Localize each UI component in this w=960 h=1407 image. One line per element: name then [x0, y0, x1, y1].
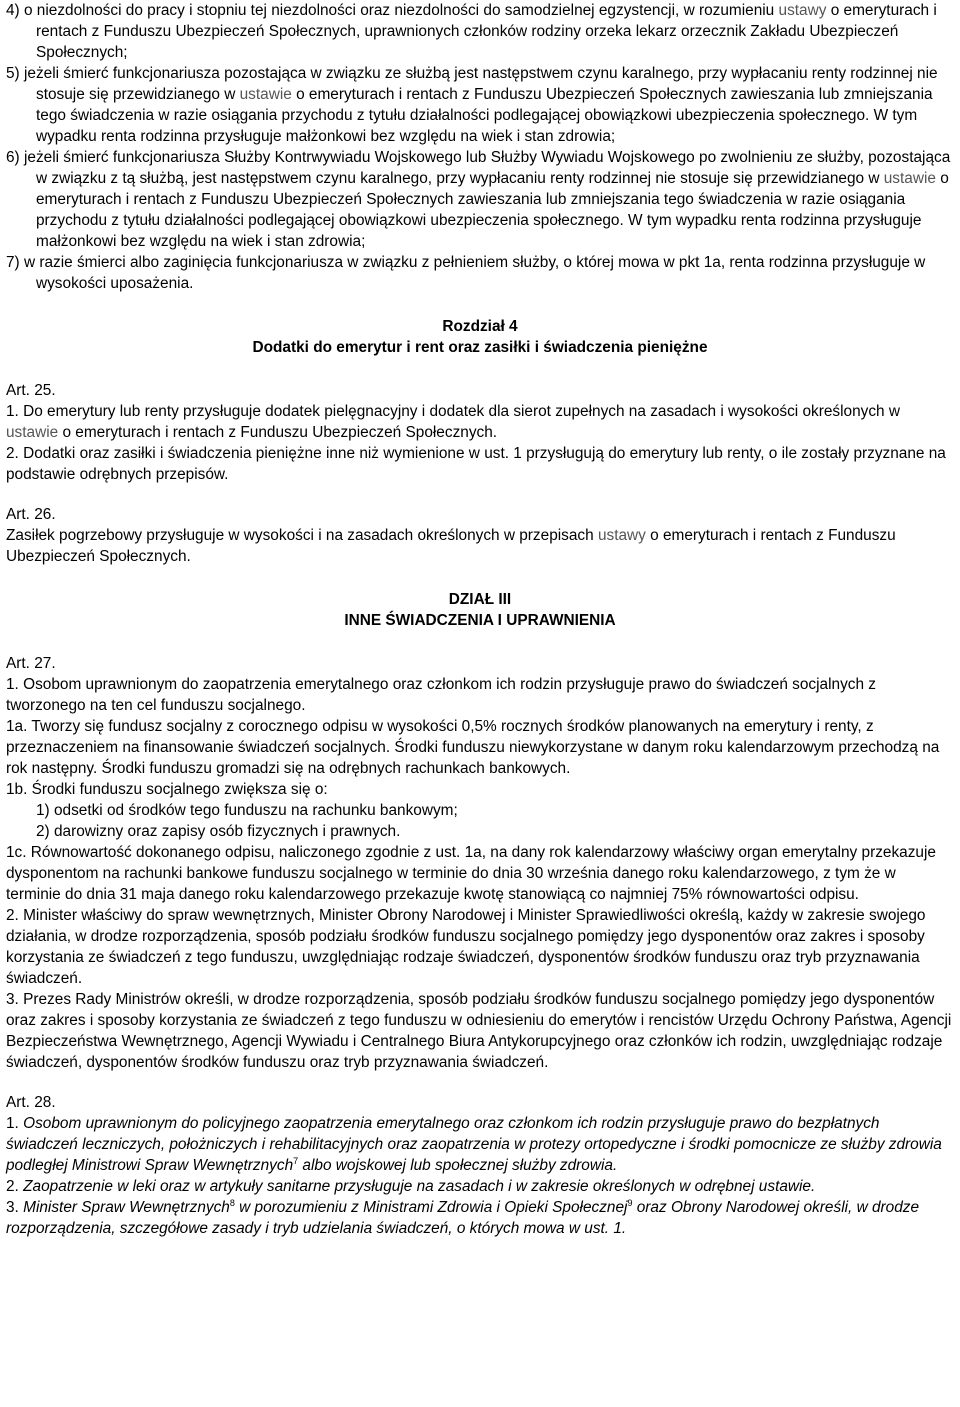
article-27-par-2: 2. Minister właściwy do spraw wewnętrznych, Minister Obrony Narodowej i Minister Sprawiedliwości określą, każdy w zakresie swojego działania, w drodze rozporządzenia, sposób podziału środków funduszu socjalnego pomiędzy jego dysponentów oraz zakres i sposoby korzystania ze świadczeń z tego funduszu, uwzględniając rodzaje świadczeń, dysponentów środków funduszu oraz tryb przyznawania świadczeń. — [6, 907, 926, 987]
article-27-par-1: 1. Osobom uprawnionym do zaopatrzenia emerytalnego oraz członkom ich rodzin przysługuje prawo do świadczeń socjalnych z tworzonego na ten cel funduszu socjalnego. — [6, 676, 877, 714]
article-27-par-1c: 1c. Równowartość dokonanego odpisu, naliczonego zgodnie z ust. 1a, na dany rok kalendarzowy właściwy organ emerytalny przekazuje dysponentom na rachunki bankowe funduszu socjalnego w terminie do dnia 30 września danego roku kalendarzowego, z tym że w terminie do dnia 31 maja danego roku kalendarzowego przekazuje kwotę stanowiącą co najmniej 75% równowartości odpisu. — [6, 844, 936, 903]
article-26-heading: Art. 26. — [6, 506, 56, 523]
article-25-heading: Art. 25. — [6, 382, 56, 399]
point-6 — [6, 147, 954, 252]
point-4 — [6, 0, 954, 63]
par-number: 1. — [6, 1115, 24, 1132]
article-27-par-1b-item-2: 2) darowizny oraz zapisy osób fizycznych i prawnych. — [36, 823, 401, 840]
footnote-ref-9[interactable]: 9 — [627, 1198, 633, 1208]
par-text-a: Osobom uprawnionym do policyjnego zaopatrzenia emerytalnego oraz członkom ich rodzin przysługuje prawo do bezpłatnych świadczeń leczniczych, położniczych i rehabilitacyjnych oraz zaopatrzenia w protezy ortopedyczne i środki pomocnicze ze służby zdrowia podległej Ministrowi Spraw Wewnętrznych — [6, 1115, 942, 1174]
par-text-a: 1. Do emerytury lub renty przysługuje dodatek pielęgnacyjny i dodatek dla sierot zupełnych na zasadach i wysokości określonych w — [6, 403, 900, 420]
par-number: 2. — [6, 1178, 24, 1195]
link-ustawy[interactable]: ustawy — [778, 2, 827, 19]
par-number: 3. — [6, 1199, 24, 1216]
footnote-ref-7[interactable]: 7 — [293, 1156, 299, 1166]
article-27-par-1b-item-1: 1) odsetki od środków tego funduszu na rachunku bankowym; — [36, 802, 458, 819]
article-28-heading: Art. 28. — [6, 1094, 56, 1111]
point-4-text-a: 4) o niezdolności do pracy i stopniu tej niezdolności oraz niezdolności do samodzielnej egzystencji, w rozumieniu — [6, 2, 779, 19]
point-4-text-b: o emeryturach i rentach z Funduszu Ubezpieczeń Społecznych, uprawnionych członków rodziny orzeka lekarz orzecznik Zakładu Ubezpieczeń Społecznych; — [36, 2, 937, 61]
link-ustawy[interactable]: ustawy — [597, 527, 646, 544]
footnote-ref-8[interactable]: 8 — [229, 1198, 235, 1208]
point-5-text-a: 5) jeżeli śmierć funkcjonariusza pozostająca w związku ze służbą jest następstwem czynu karalnego, przy wypłacaniu renty rodzinnej nie stosuje się przewidzianego w — [6, 65, 938, 103]
chapter-4-subtitle: Dodatki do emerytur i rent oraz zasiłki i świadczenia pieniężne — [252, 339, 708, 356]
article-27-heading: Art. 27. — [6, 655, 56, 672]
article-28-par-3 — [6, 1197, 954, 1239]
link-ustawie[interactable]: ustawie — [883, 170, 936, 187]
article-25-par-2: 2. Dodatki oraz zasiłki i świadczenia pieniężne inne niż wymienione w ust. 1 przysługują do emerytury lub renty, o ile zostały przyznane na podstawie odrębnych przepisów. — [6, 445, 946, 483]
par-text-a: Minister Spraw Wewnętrznych — [23, 1199, 230, 1216]
link-ustawie[interactable]: ustawie — [239, 86, 292, 103]
chapter-4-title: Rozdział 4 — [442, 318, 518, 335]
division-3-title: DZIAŁ III — [448, 591, 512, 608]
article-28-par-2 — [6, 1176, 954, 1197]
par-text-b: albo wojskowej lub społecznej służby zdrowia. — [298, 1157, 618, 1174]
article-26-text — [6, 525, 954, 567]
article-27-par-1a: 1a. Tworzy się fundusz socjalny z corocznego odpisu w wysokości 0,5% rocznych środków planowanych na emerytury i renty, z przeznaczeniem na finansowanie świadczeń socjalnych. Środki funduszu niewykorzystane w danym roku kalendarzowym przechodzą na rok następny. Środki funduszu gromadzi się na odrębnych rachunkach bankowych. — [6, 718, 940, 777]
point-6-text-a: 6) jeżeli śmierć funkcjonariusza Służby Kontrwywiadu Wojskowego lub Służby Wywiadu Wojskowego po zwolnieniu ze służby, pozostająca w związku z tą służbą, jest następstwem czynu karalnego, przy wypłacaniu renty rodzinnej nie stosuje się przewidzianego w — [6, 149, 951, 187]
point-5 — [6, 63, 954, 147]
point-7: 7) w razie śmierci albo zaginięcia funkcjonariusza w związku z pełnieniem służby, o której mowa w pkt 1a, renta rodzinna przysługuje w wysokości uposażenia. — [6, 254, 926, 292]
article-25-par-1 — [6, 401, 954, 443]
point-6-text-b: o emeryturach i rentach z Funduszu Ubezpieczeń Społecznych zawieszania lub zmniejszania tego świadczenia w razie osiągania przychodu z tytułu działalności podlegającej obowiązkowi ubezpieczenia społecznego. W tym wypadku renta rodzinna przysługuje małżonkowi bez względu na wiek i stan zdrowia; — [36, 170, 949, 250]
division-3-subtitle: INNE ŚWIADCZENIA I UPRAWNIENIA — [344, 612, 616, 629]
par-text: Zaopatrzenie w leki oraz w artykuły sanitarne przysługuje na zasadach i w zakresie określonych w odrębnej ustawie. — [23, 1178, 816, 1195]
par-text-b: o emeryturach i rentach z Funduszu Ubezpieczeń Społecznych. — [6, 527, 896, 565]
point-5-text-b: o emeryturach i rentach z Funduszu Ubezpieczeń Społecznych zawieszania lub zmniejszania tego świadczenia w razie osiągania przychodu z tytułu działalności podlegającej obowiązkowi ubezpieczenia społecznego. W tym wypadku renta rodzinna przysługuje małżonkowi bez względu na wiek i stan zdrowia; — [36, 86, 933, 145]
article-27-par-3: 3. Prezes Rady Ministrów określi, w drodze rozporządzenia, sposób podziału środków funduszu socjalnego pomiędzy jego dysponentów oraz zakres i sposoby korzystania ze świadczeń z tego funduszu w odniesieniu do emerytów i rencistów Urzędu Ochrony Państwa, Agencji Bezpieczeństwa Wewnętrznego, Agencji Wywiadu i Centralnego Biura Antykorupcyjnego oraz członków ich rodzin, uwzględniając rodzaje świadczeń, dysponentów środków funduszu oraz tryb przyznawania świadczeń. — [6, 991, 952, 1071]
par-text-b: w porozumieniu z Ministrami Zdrowia i Opieki Społecznej — [234, 1199, 628, 1216]
article-28-par-1 — [6, 1113, 954, 1176]
par-text-b: o emeryturach i rentach z Funduszu Ubezpieczeń Społecznych. — [58, 424, 498, 441]
par-text-c: oraz Obrony Narodowej określi, w drodze rozporządzenia, szczegółowe zasady i tryb udzielania świadczeń, o których mowa w ust. 1. — [6, 1199, 920, 1237]
article-27-par-1b: 1b. Środki funduszu socjalnego zwiększa się o: — [6, 781, 328, 798]
link-ustawie[interactable]: ustawie — [6, 424, 59, 441]
par-text-a: Zasiłek pogrzebowy przysługuje w wysokości i na zasadach określonych w przepisach — [6, 527, 598, 544]
